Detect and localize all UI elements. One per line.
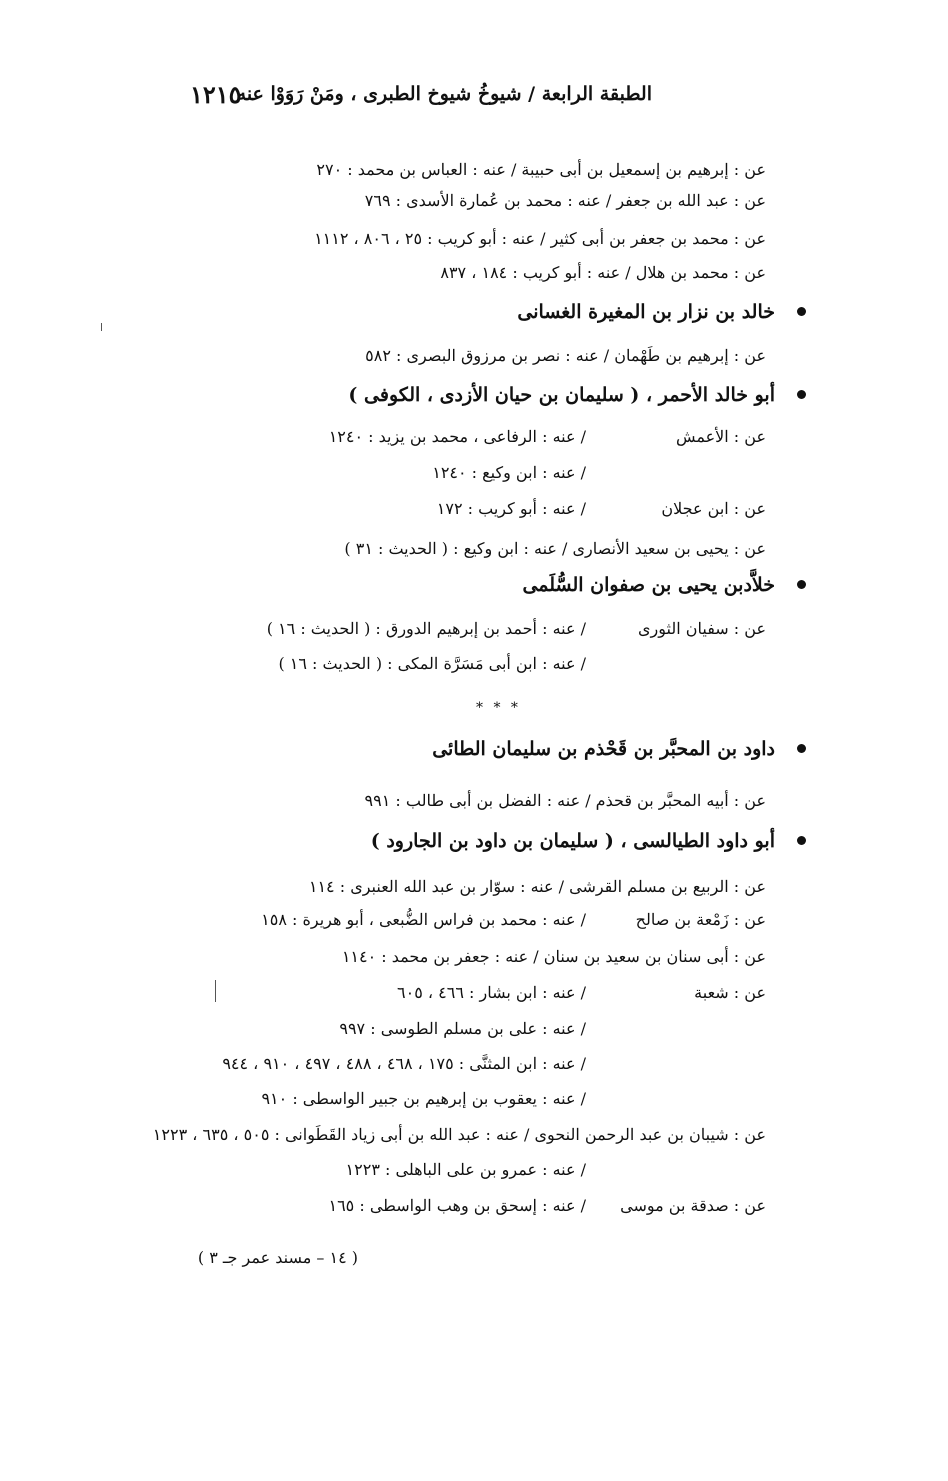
student-text: / عنه : أبو كريب : ١٧٢ xyxy=(436,499,586,518)
teacher-text: عن : ابن عجلان xyxy=(661,499,766,518)
student-text: / عنه : ابن أبى مَسَرَّة المكى : ( الحديث : ١٦ ) xyxy=(278,654,586,673)
student-text: / عنه : عمرو بن على الباهلى : ١٢٢٣ xyxy=(345,1160,586,1179)
narration-text: عن : أبى سنان بن سعيد بن سنان / عنه : جعفر بن محمد : ١١٤٠ xyxy=(341,947,766,966)
student-text: / عنه : محمد بن فراس الضُّبعى ، أبو هريرة : ١٥٨ xyxy=(261,910,586,929)
teacher-text: عن : الأعمش xyxy=(675,427,766,446)
narration-text: عن : عبد الله بن جعفر / عنه : محمد بن عُمارة الأسدى : ٧٦٩ xyxy=(364,191,766,210)
narrator-name: أبو خالد الأحمر ، ( سليمان بن حيان الأزدى ، الكوفى ) xyxy=(348,384,775,406)
student-text: / عنه : ابن المثنَّى : ١٧٥ ، ٤٦٨ ، ٤٨٨ ، ٤٩٧ ، ٩١٠ ، ٩٤٤ xyxy=(222,1054,586,1073)
bullet-icon xyxy=(797,744,806,753)
bullet-icon xyxy=(797,836,806,845)
narrator-entry xyxy=(517,295,806,329)
narrator-name: خالد بن نزار بن المغيرة الغسانى xyxy=(517,301,775,323)
student-text: / عنه : ابن وكيع : ١٢٤٠ xyxy=(432,463,586,482)
bullet-icon xyxy=(797,580,806,589)
signature-mark: ( ١٤ – مسند عمر جـ ٣ ) xyxy=(197,1248,358,1267)
teacher-text: عن : صدقة بن موسى xyxy=(620,1196,766,1215)
narration-text: عن : أبيه المحبَّر بن قحذم / عنه : الفضل بن أبى طالب : ٩٩١ xyxy=(364,791,766,810)
page-number: ١٢١٥ xyxy=(190,80,242,109)
narration-text: عن : يحيى بن سعيد الأنصارى / عنه : ابن وكيع : ( الحديث : ٣١ ) xyxy=(344,539,766,558)
scan-speck xyxy=(101,323,102,331)
narrator-name: داود بن المحبَّر بن قَحْذم بن سليمان الطائى xyxy=(432,738,775,760)
narrator-name: أبو داود الطيالسى ، ( سليمان بن داود بن الجارود ) xyxy=(370,830,775,852)
narrator-entry xyxy=(522,568,806,602)
narration-text: عن : الربيع بن مسلم القرشى / عنه : سوّار بن عبد الله العنبرى : ١١٤ xyxy=(308,877,766,896)
student-text: / عنه : على بن مسلم الطوسى : ٩٩٧ xyxy=(339,1019,586,1038)
student-text: / عنه : إسحق بن وهب الواسطى : ١٦٥ xyxy=(328,1196,586,1215)
narrator-entry xyxy=(432,732,806,766)
student-text: / عنه : ابن بشار : ٤٦٦ ، ٦٠٥ xyxy=(397,983,586,1002)
narrator-entry xyxy=(348,378,806,412)
narrator-entry xyxy=(371,824,806,858)
student-text: / عنه : الرفاعى ، محمد بن يزيد : ١٢٤٠ xyxy=(328,427,586,446)
bullet-icon xyxy=(797,307,806,316)
scan-speck xyxy=(215,980,216,1002)
bullet-icon xyxy=(797,390,806,399)
teacher-text: عن : زَمْعة بن صالح xyxy=(635,910,766,929)
narration-text: عن : إبرهيم بن طَهْمان / عنه : نصر بن مرزوق البصرى : ٥٨٢ xyxy=(365,346,766,365)
narrator-name: خلاَّدبن يحيى بن صفوان السُّلَمى xyxy=(522,574,775,596)
running-header-title: الطبقة الرابعة / شيوخُ شيوخ الطبرى ، ومَنْ رَوَوْا عنه xyxy=(236,83,652,105)
narration-text: عن : إبرهيم بن إسمعيل بن أبى حبيبة / عنه : العباس بن محمد : ٢٧٠ xyxy=(316,160,766,179)
student-text: / عنه : يعقوب بن إبرهيم بن جبير الواسطى : ٩١٠ xyxy=(261,1089,586,1108)
section-separator: * * * xyxy=(476,700,521,716)
narration-text: عن : محمد بن جعفر بن أبى كثير / عنه : أبو كريب : ٢٥ ، ٨٠٦ ، ١١١٢ xyxy=(314,229,766,248)
narration-text: عن : محمد بن هلال / عنه : أبو كريب : ١٨٤ ، ٨٣٧ xyxy=(440,263,766,282)
narration-text: عن : شيبان بن عبد الرحمن النحوى / عنه : عبد الله بن أبى زياد القَطَوانى : ٥٠٥ ، ٦٣٥ ، ١٢٢٣ xyxy=(152,1125,766,1144)
teacher-text: عن : سفيان الثورى xyxy=(638,619,766,638)
teacher-text: عن : شعبة xyxy=(694,983,766,1002)
student-text: / عنه : أحمد بن إبرهيم الدورق : ( الحديث : ١٦ ) xyxy=(266,619,586,638)
